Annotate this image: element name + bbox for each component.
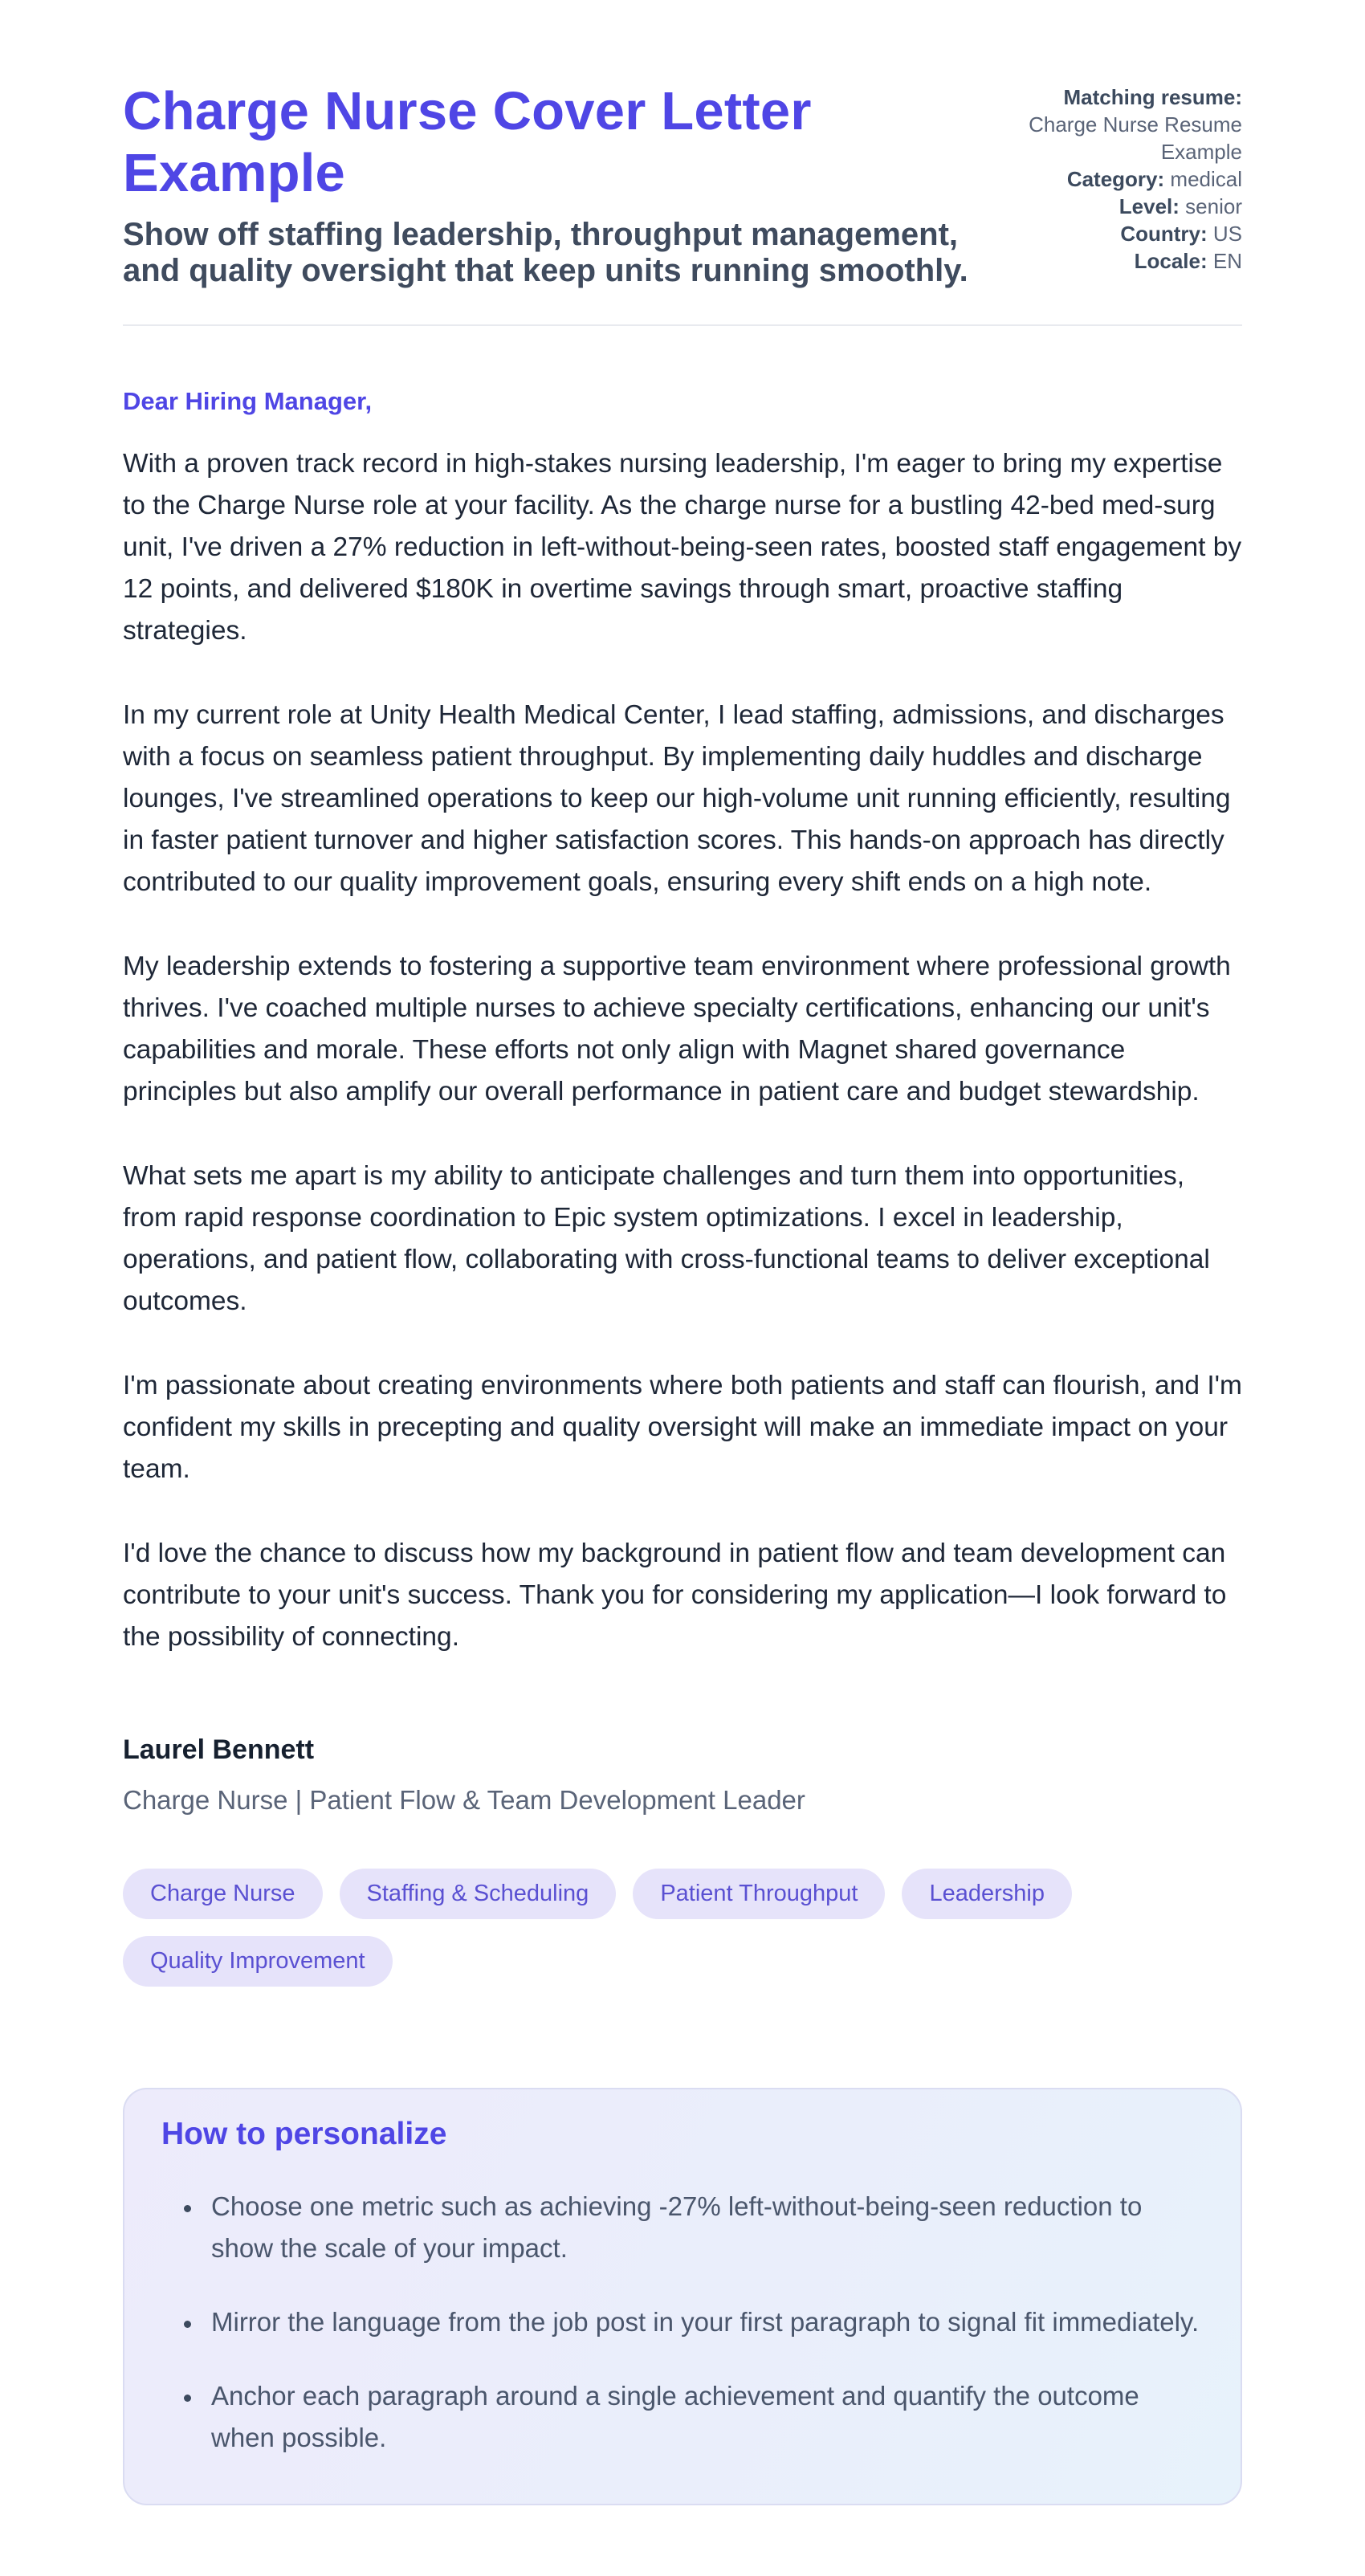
letter-paragraph: What sets me apart is my ability to anticipate challenges and turn them into opportunities, from rapid response coordination to Epic system optimizations. I excel in leadership, operations, and patient flow, collaborating with cross-functional teams to deliver exceptional outcomes. bbox=[123, 1160, 1210, 1316]
letter-paragraph: With a proven track record in high-stakes nursing leadership, I'm eager to bring my expertise to the Charge Nurse role at your facility. As the charge nurse for a bustling 42-bed med-surg unit, I've driven a 27% reduction in left-without-being-seen rates, boosted staff engagement by 12 points, and delivered $180K in overtime savings through smart, proactive staffing strategies. bbox=[123, 448, 1242, 646]
personalize-tip: • Mirror the language from the job post in your first paragraph to signal fit immediately. bbox=[203, 2301, 1204, 2343]
personalize-tip: • Anchor each paragraph around a single achievement and quantify the outcome when possible. bbox=[203, 2375, 1204, 2459]
page-header bbox=[123, 80, 1242, 289]
tag-quality-improvement[interactable]: Quality Improvement bbox=[123, 1936, 393, 1987]
meta-level bbox=[1001, 193, 1242, 220]
cover-letter-page bbox=[123, 0, 1242, 2528]
tag-staffing-scheduling[interactable]: Staffing & Scheduling bbox=[340, 1869, 617, 1919]
meta-value: medical bbox=[1170, 167, 1242, 191]
cover-letter-body bbox=[123, 387, 1242, 1658]
personalize-title: How to personalize bbox=[161, 2116, 447, 2151]
meta-matching-resume bbox=[1001, 84, 1242, 165]
page-subtitle: Show off staffing leadership, throughput management, and quality oversight that keep units running smoothly. bbox=[123, 217, 968, 288]
tag-patient-throughput[interactable]: Patient Throughput bbox=[633, 1869, 885, 1919]
personalize-tip: • Choose one metric such as achieving -27% left-without-being-seen reduction to show the scale of your impact. bbox=[203, 2186, 1204, 2269]
meta-label: Matching resume: bbox=[1063, 85, 1242, 109]
keyword-tags-row bbox=[123, 1869, 1242, 1987]
header-divider bbox=[123, 324, 1242, 326]
personalize-tip-list bbox=[161, 2186, 1204, 2459]
meta-label: Category: bbox=[1066, 167, 1165, 191]
letter-paragraph: I'm passionate about creating environments where both patients and staff can flourish, and I'm confident my skills in precepting and quality oversight will make an immediate impact on your team. bbox=[123, 1370, 1242, 1484]
letter-paragraph: I'd love the chance to discuss how my background in patient flow and team development can contribute to your unit's success. Thank you for considering my application—I look forward to the possibility of connecting. bbox=[123, 1538, 1227, 1652]
meta-locale bbox=[1001, 247, 1242, 275]
meta-value: Charge Nurse Resume Example bbox=[1029, 112, 1242, 164]
signature-role: Charge Nurse | Patient Flow & Team Development Leader bbox=[123, 1784, 805, 1815]
meta-label: Locale: bbox=[1134, 249, 1208, 273]
meta-category bbox=[1001, 165, 1242, 193]
letter-paragraph: In my current role at Unity Health Medical Center, I lead staffing, admissions, and discharges with a focus on seamless patient throughput. By implementing daily huddles and discharge lounges, I've streamlined operations to keep our high-volume unit running efficiently, resulting in faster patient turnover and higher satisfaction scores. This hands-on approach has directly contributed to our quality improvement goals, ensuring every shift ends on a high note. bbox=[123, 699, 1231, 897]
meta-country bbox=[1001, 220, 1242, 247]
meta-label: Level: bbox=[1118, 194, 1180, 218]
meta-value: US bbox=[1212, 222, 1242, 246]
tag-charge-nurse[interactable]: Charge Nurse bbox=[123, 1869, 323, 1919]
how-to-personalize-card bbox=[123, 2088, 1242, 2505]
signature-block bbox=[123, 1734, 1242, 1816]
letter-greeting: Dear Hiring Manager, bbox=[123, 386, 373, 415]
tag-leadership[interactable]: Leadership bbox=[902, 1869, 1072, 1919]
resume-meta-panel bbox=[1001, 80, 1242, 275]
page-title: Charge Nurse Cover Letter Example bbox=[123, 81, 812, 204]
meta-value: senior bbox=[1185, 194, 1242, 218]
letter-paragraph: My leadership extends to fostering a supportive team environment where professional growth thrives. I've coached multiple nurses to achieve specialty certifications, enhancing our unit's capabilities and morale. These efforts not only align with Magnet shared governance principles but also amplify our overall performance in patient care and budget stewardship. bbox=[123, 951, 1231, 1107]
signature-name: Laurel Bennett bbox=[123, 1734, 315, 1765]
meta-value: EN bbox=[1212, 249, 1242, 273]
meta-label: Country: bbox=[1120, 222, 1208, 246]
header-title-block bbox=[123, 80, 990, 289]
